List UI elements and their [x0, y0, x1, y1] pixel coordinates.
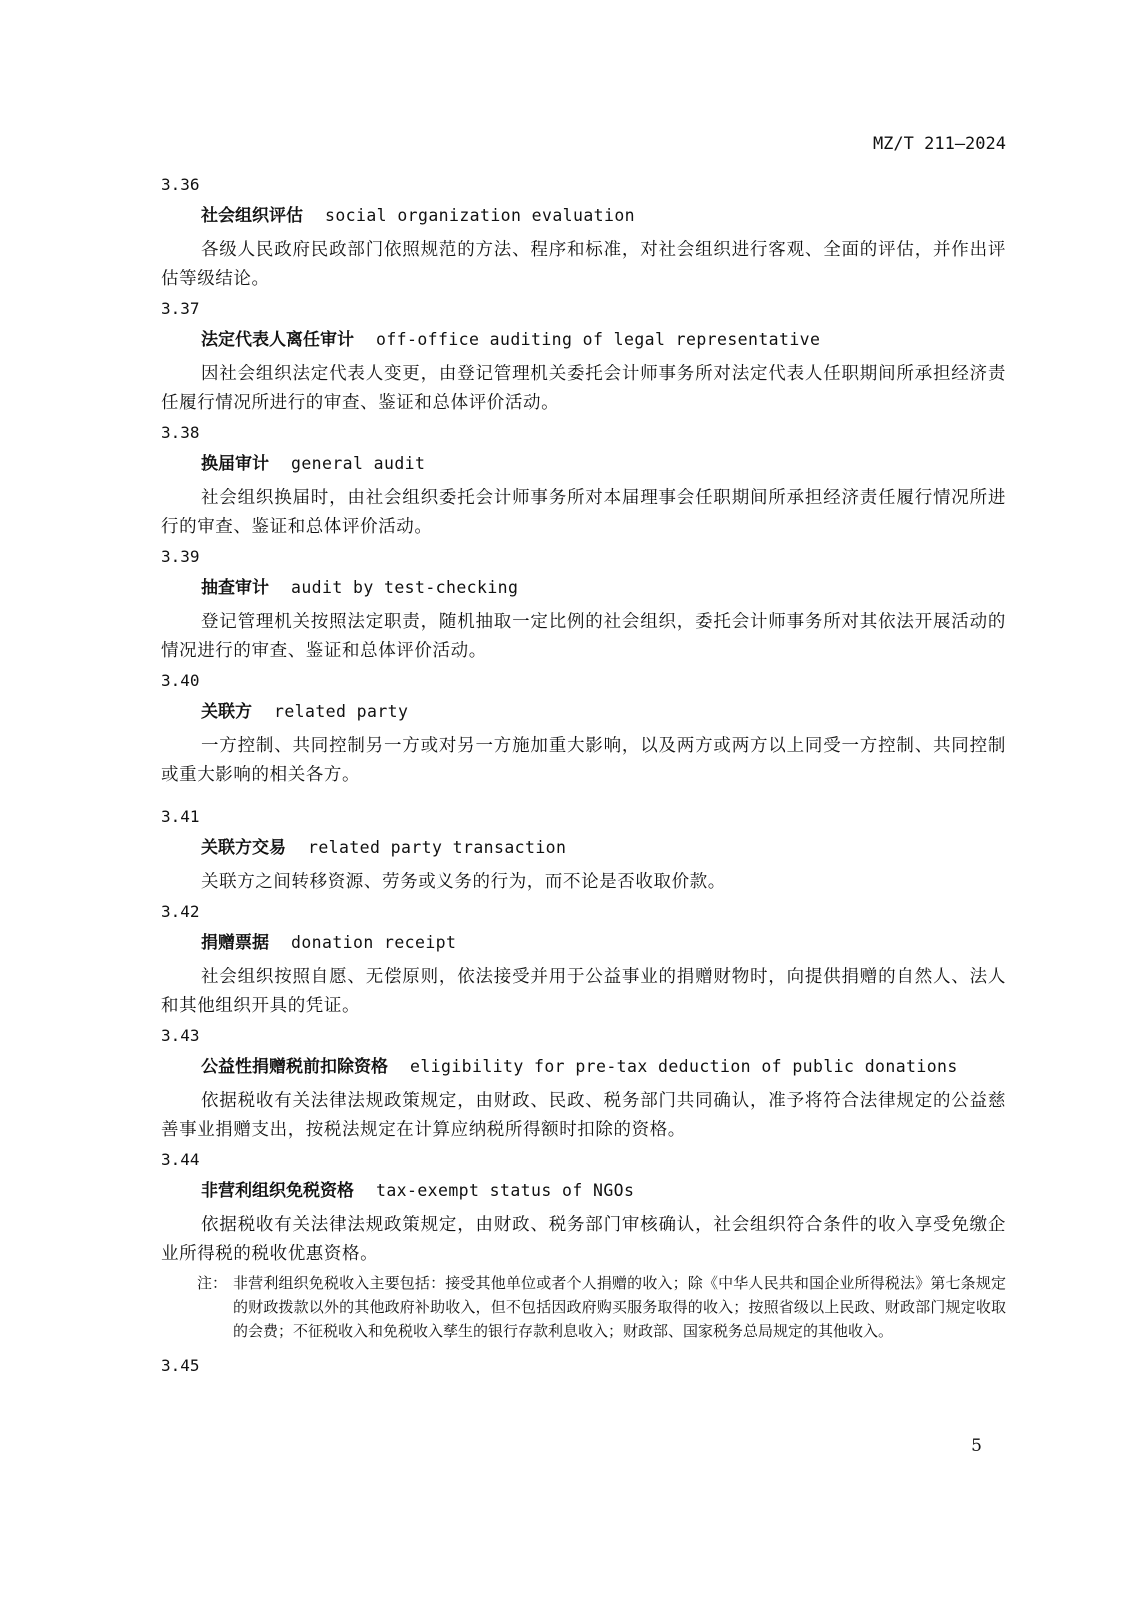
entry-3-39 [161, 544, 1006, 666]
term-title [161, 929, 1006, 957]
term-definition: 一方控制、共同控制另一方或对另一方施加重大影响，以及两方或两方以上同受一方控制、共同控制或重大影响的相关各方。 [161, 736, 1006, 785]
page-number: 5 [971, 1436, 982, 1456]
term-number: 3.41 [161, 807, 200, 826]
term-number: 3.38 [161, 423, 200, 442]
entry-3-36 [161, 172, 1006, 294]
term-en: donation receipt [291, 933, 457, 952]
entry-3-37 [161, 296, 1006, 418]
term-title [161, 574, 1006, 602]
document-code: MZ/T 211—2024 [872, 134, 1006, 154]
term-title [161, 834, 1006, 862]
term-en: related party transaction [308, 838, 567, 857]
term-definition: 社会组织换届时，由社会组织委托会计师事务所对本届理事会任职期间所承担经济责任履行情况所进行的审查、鉴证和总体评价活动。 [161, 488, 1006, 537]
term-en: tax-exempt status of NGOs [376, 1181, 635, 1200]
term-title [161, 450, 1006, 478]
term-en: audit by test-checking [291, 578, 519, 597]
term-title [161, 1177, 1006, 1205]
entry-3-38 [161, 420, 1006, 542]
term-zh: 法定代表人离任审计 [201, 330, 354, 350]
entry-3-42 [161, 899, 1006, 1021]
term-zh: 社会组织评估 [201, 206, 303, 226]
term-zh: 关联方交易 [201, 838, 286, 858]
term-definition: 依据税收有关法律法规政策规定，由财政、税务部门审核确认，社会组织符合条件的收入享受免缴企业所得税的税收优惠资格。 [161, 1215, 1006, 1264]
term-en: eligibility for pre-tax deduction of public donations [410, 1057, 958, 1076]
entry-3-40 [161, 668, 1006, 790]
entry-3-43 [161, 1023, 1006, 1145]
term-number: 3.36 [161, 175, 200, 194]
term-definition: 依据税收有关法律法规政策规定，由财政、民政、税务部门共同确认，准予将符合法律规定的公益慈善事业捐赠支出，按税法规定在计算应纳税所得额时扣除的资格。 [161, 1091, 1006, 1140]
term-definition: 关联方之间转移资源、劳务或义务的行为，而不论是否收取价款。 [201, 872, 726, 892]
term-number: 3.42 [161, 902, 200, 921]
term-title [161, 1053, 1006, 1081]
term-zh: 捐赠票据 [201, 933, 269, 953]
term-title [161, 698, 1006, 726]
term-number: 3.45 [161, 1356, 200, 1375]
term-zh: 抽查审计 [201, 578, 269, 598]
term-definition: 登记管理机关按照法定职责，随机抽取一定比例的社会组织，委托会计师事务所对其依法开展活动的情况进行的审查、鉴证和总体评价活动。 [161, 612, 1006, 661]
term-number: 3.37 [161, 299, 200, 318]
term-number: 3.39 [161, 547, 200, 566]
entry-3-41 [161, 804, 1006, 897]
term-zh: 公益性捐赠税前扣除资格 [201, 1057, 388, 1077]
term-zh: 换届审计 [201, 454, 269, 474]
term-definition: 因社会组织法定代表人变更，由登记管理机关委托会计师事务所对法定代表人任职期间所承担经济责任履行情况所进行的审查、鉴证和总体评价活动。 [161, 364, 1006, 413]
term-zh: 非营利组织免税资格 [201, 1181, 354, 1201]
term-number: 3.40 [161, 671, 200, 690]
entry-3-45 [161, 1353, 1006, 1379]
term-zh: 关联方 [201, 702, 252, 722]
term-en: related party [274, 702, 409, 721]
note-label: 注： [197, 1274, 228, 1292]
term-en: off-office auditing of legal representative [376, 330, 821, 349]
term-number: 3.43 [161, 1026, 200, 1045]
term-en: general audit [291, 454, 426, 473]
term-title [161, 326, 1006, 354]
term-en: social organization evaluation [325, 206, 636, 225]
note-text: 非营利组织免税收入主要包括：接受其他单位或者个人捐赠的收入；除《中华人民共和国企业所得税法》第七条规定的财政拨款以外的其他政府补助收入，但不包括因政府购买服务取得的收入；按照省级以上民政、财政部门规定收取的会费；不征税收入和免税收入孳生的银行存款利息收入；财政部、国家税务总局规定的其他收入。 [233, 1274, 1006, 1340]
term-note [161, 1271, 1006, 1343]
terms-content [161, 172, 1006, 1383]
term-number: 3.44 [161, 1150, 200, 1169]
term-definition: 各级人民政府民政部门依照规范的方法、程序和标准，对社会组织进行客观、全面的评估，并作出评估等级结论。 [161, 240, 1006, 289]
term-definition: 社会组织按照自愿、无偿原则，依法接受并用于公益事业的捐赠财物时，向提供捐赠的自然人、法人和其他组织开具的凭证。 [161, 967, 1006, 1016]
term-title [161, 202, 1006, 230]
entry-3-44 [161, 1147, 1006, 1343]
